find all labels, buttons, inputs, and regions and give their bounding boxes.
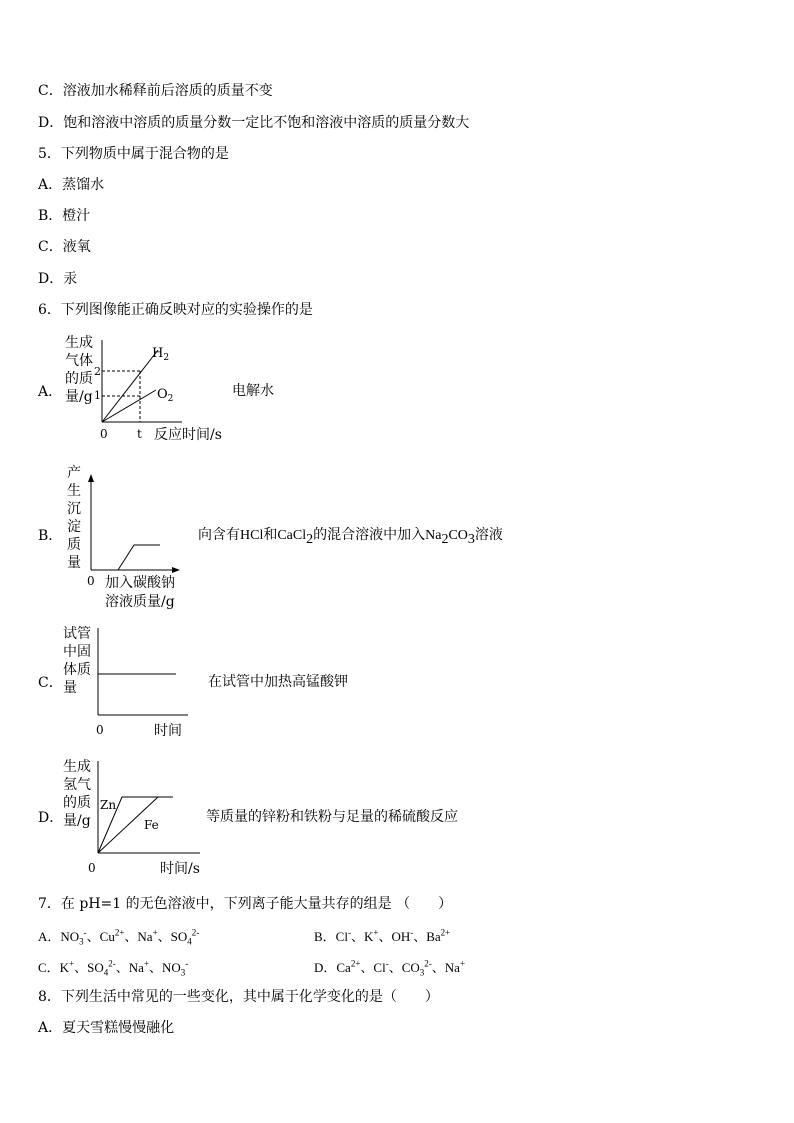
- graph-c-ylabel-1: 试管: [63, 626, 91, 642]
- q6-option-d-label: D．: [38, 810, 64, 826]
- option-b-q5: B．橙汁: [38, 208, 91, 224]
- graph-a-xlabel: 反应时间/s: [154, 427, 222, 443]
- graph-d-fe-label: Fe: [144, 818, 159, 832]
- graph-c-origin: 0: [96, 723, 104, 737]
- graph-a-o2-label: $O_2$: [157, 387, 174, 404]
- graph-b-ylabel-6: 量: [67, 555, 81, 571]
- question-7: 7．在 pH=1 的无色溶液中，下列离子能大量共存的组是 （ ）: [38, 896, 453, 912]
- option-c-q4: C．溶液加水稀释前后溶质的质量不变: [38, 83, 273, 99]
- q6-graph-d: [60, 755, 210, 880]
- q6-graph-c: [60, 622, 195, 742]
- graph-d-xlabel: 时间/s: [160, 861, 200, 877]
- option-a-q5: A．蒸馏水: [38, 177, 105, 193]
- q6-graph-a: [60, 330, 230, 445]
- q6-b-caption: 向含有HCl和CaCl$_2$的混合溶液中加入$Na_2CO_3$溶液: [198, 527, 503, 547]
- graph-d-origin: 0: [88, 861, 96, 875]
- q7-option-c: C．K+、$SO_4^{2-}$、Na+、$NO_3^-$: [38, 958, 189, 978]
- q6-c-caption: 在试管中加热高锰酸钾: [208, 674, 348, 690]
- graph-a-ytick-1: 1: [94, 389, 101, 402]
- graph-b-curve: [118, 545, 160, 570]
- graph-a-ylabel-3: 的质: [65, 371, 93, 387]
- graph-a-origin: 0: [100, 427, 108, 441]
- graph-d-zn-label: Zn: [100, 798, 117, 812]
- graph-a-xtick-t: t: [137, 427, 142, 441]
- graph-c-ylabel-4: 量: [63, 680, 77, 696]
- graph-a-h2-label: $H_2$: [152, 346, 170, 363]
- graph-c-xlabel: 时间: [154, 723, 182, 739]
- graph-b-y-arrow: [88, 474, 94, 482]
- graph-c-ylabel-3: 体质: [63, 662, 91, 678]
- graph-a-h2-line: [102, 350, 158, 422]
- q6-option-a-label: A．: [38, 384, 63, 400]
- graph-a-o2-line: [102, 390, 156, 422]
- question-6: 6．下列图像能正确反映对应的实验操作的是: [38, 302, 313, 318]
- q7-option-a: A．$NO_3^-$、$Cu^{2+}$、Na+、$SO_4^{2-}$: [38, 927, 200, 947]
- q6-a-caption: 电解水: [232, 383, 274, 399]
- option-d-q5: D．汞: [38, 271, 78, 287]
- q6-graph-b: [60, 460, 190, 610]
- q6-d-caption: 等质量的锌粉和铁粉与足量的稀硫酸反应: [206, 809, 458, 825]
- graph-b-ylabel-1: 产: [67, 465, 81, 481]
- graph-d-ylabel-1: 生成: [63, 759, 91, 775]
- graph-b-x-arrow: [172, 567, 180, 573]
- q7-option-d: D．$Ca^{2+}$、Cl-、$CO_3^{2-}$、Na+: [314, 958, 466, 978]
- graph-d-ylabel-4: 量/g: [63, 813, 91, 829]
- graph-b-ylabel-4: 淀: [67, 519, 81, 535]
- graph-b-origin: 0: [87, 574, 95, 588]
- graph-d-ylabel-2: 氢气: [63, 777, 91, 793]
- option-a-q8: A．夏天雪糕慢慢融化: [38, 1020, 175, 1036]
- option-c-q5: C．液氧: [38, 239, 91, 255]
- question-5: 5．下列物质中属于混合物的是: [38, 146, 229, 162]
- q7-option-b: B．Cl-、K+、OH-、$Ba^{2+}$: [314, 927, 451, 944]
- question-8: 8．下列生活中常见的一些变化，其中属于化学变化的是（ ）: [38, 989, 439, 1005]
- q6-option-b-label: B．: [38, 528, 63, 544]
- graph-b-xlabel-1: 加入碳酸钠: [105, 575, 175, 591]
- graph-d-ylabel-3: 的质: [63, 795, 91, 811]
- graph-a-ylabel-4: 量/g: [65, 389, 93, 405]
- graph-b-ylabel-2: 生: [67, 483, 81, 499]
- graph-b-ylabel-5: 质: [67, 537, 81, 553]
- graph-b-xlabel-2: 溶液质量/g: [105, 594, 175, 610]
- graph-a-ytick-2: 2: [94, 365, 101, 378]
- graph-b-ylabel-3: 沉: [67, 501, 81, 517]
- graph-a-ylabel-1: 生成: [65, 335, 93, 351]
- option-d-q4: D．饱和溶液中溶质的质量分数一定比不饱和溶液中溶质的质量分数大: [38, 115, 470, 131]
- graph-a-ylabel-2: 气体: [65, 353, 93, 369]
- graph-c-ylabel-2: 中固: [63, 644, 91, 660]
- q6-option-c-label: C．: [38, 675, 63, 691]
